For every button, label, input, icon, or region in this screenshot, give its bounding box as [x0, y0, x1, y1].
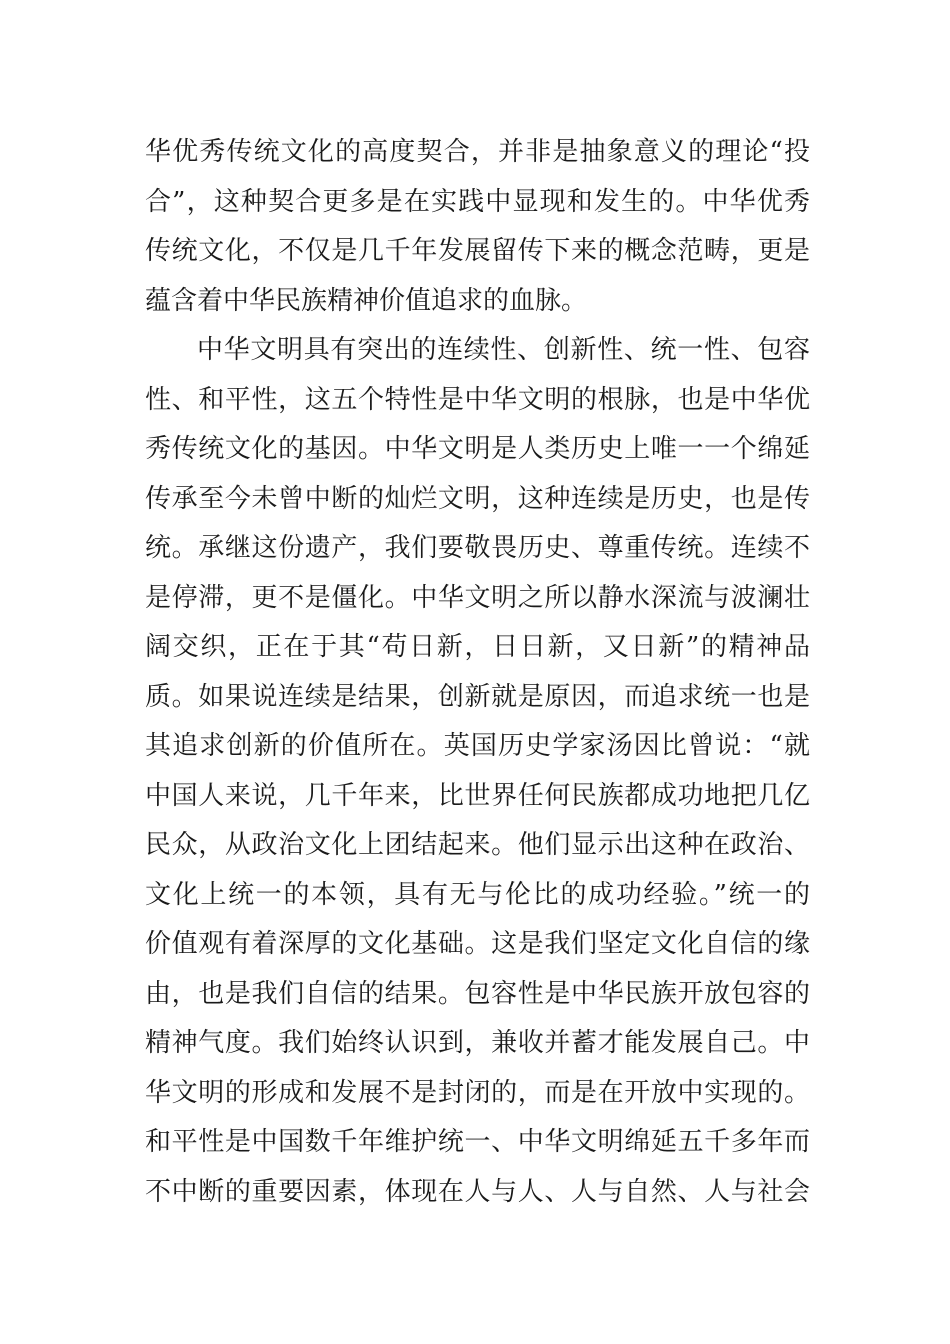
text-line: 传统文化，不仅是几千年发展留传下来的概念范畴，更是 [145, 236, 810, 266]
text-line: 质。如果说连续是结果，创新就是原因，而追求统一也是 [145, 681, 810, 712]
text-line: 中华文明具有突出的连续性、创新性、统一性、包容 [197, 335, 810, 365]
text-line: 合”，这种契合更多是在实践中显现和发生的。中华优秀 [145, 186, 810, 217]
text-line: 传承至今未曾中断的灿烂文明，这种连续是历史，也是传 [145, 483, 810, 514]
paragraph-2 [145, 326, 810, 1217]
text-line: 价值观有着深厚的文化基础。这是我们坚定文化自信的缘 [145, 929, 810, 959]
text-line: 秀传统文化的基因。中华文明是人类历史上唯一一个绵延 [145, 434, 810, 464]
text-line: 由，也是我们自信的结果。包容性是中华民族开放包容的 [145, 978, 810, 1009]
text-line: 性、和平性，这五个特性是中华文明的根脉，也是中华优 [145, 384, 810, 415]
text-line: 精神气度。我们始终认识到，兼收并蓄才能发展自己。中 [145, 1028, 810, 1058]
text-line: 不中断的重要因素，体现在人与人、人与自然、人与社会 [145, 1176, 810, 1207]
paragraph-1 [145, 128, 810, 326]
text-line: 华文明的形成和发展不是封闭的，而是在开放中实现的。 [145, 1077, 810, 1108]
text-line: 其追求创新的价值所在。英国历史学家汤因比曾说：“就 [145, 731, 810, 761]
text-line: 阔交织，正在于其“苟日新，日日新，又日新”的精神品 [145, 632, 810, 662]
text-line: 是停滞，更不是僵化。中华文明之所以静水深流与波澜壮 [145, 582, 810, 613]
text-line: 民众，从政治文化上团结起来。他们显示出这种在政治、 [145, 830, 810, 860]
text-line: 蕴含着中华民族精神价值追求的血脉。 [145, 285, 588, 316]
text-line: 中国人来说，几千年来，比世界任何民族都成功地把几亿 [145, 780, 810, 811]
text-line: 华优秀传统文化的高度契合，并非是抽象意义的理论“投 [145, 137, 810, 167]
text-line: 和平性是中国数千年维护统一、中华文明绵延五千多年而 [145, 1127, 810, 1157]
body-text [145, 128, 810, 1217]
text-line: 文化上统一的本领，具有无与伦比的成功经验。”统一的 [145, 879, 810, 910]
text-line: 统。承继这份遗产，我们要敬畏历史、尊重传统。连续不 [145, 533, 810, 563]
